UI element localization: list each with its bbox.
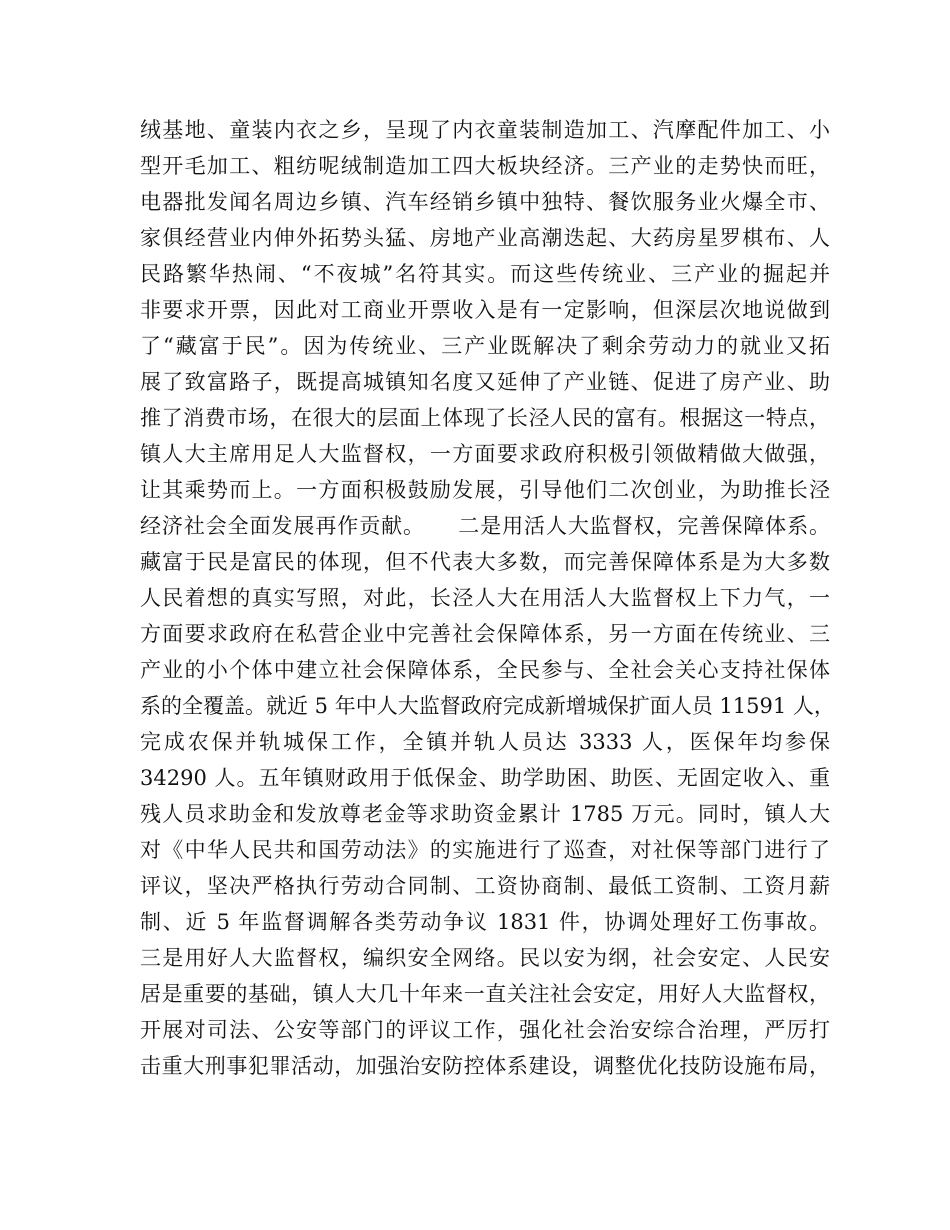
text-line: 让其乘势而上。一方面积极鼓励发展，引导他们二次创业，为助推长泾	[140, 478, 830, 502]
text-line: 推了消费市场，在很大的层面上体现了长泾人民的富有。根据这一特点，	[140, 406, 830, 430]
body-text	[140, 112, 835, 1084]
text-line: 人民着想的真实写照，对此，长泾人大在用活人大监督权上下力气，一	[140, 586, 830, 610]
text-line: 绒基地、童装内衣之乡，呈现了内衣童装制造加工、汽摩配件加工、小	[140, 118, 830, 142]
text-line: 民路繁华热闹、“不夜城”名符其实。而这些传统业、三产业的掘起并	[140, 262, 830, 286]
text-line: 产业的小个体中建立社会保障体系，全民参与、全社会关心支持社保体	[140, 658, 830, 682]
text-line: 系的全覆盖。就近 5 年中人大监督政府完成新增城保扩面人员 11591 人，	[140, 694, 835, 718]
text-line: 经济社会全面发展再作贡献。 二是用活人大监督权，完善保障体系。	[140, 514, 830, 538]
text-line: 镇人大主席用足人大监督权，一方面要求政府积极引领做精做大做强，	[140, 442, 830, 466]
text-line: 家俱经营业内伸外拓势头猛、房地产业高潮迭起、大药房星罗棋布、人	[140, 226, 830, 250]
text-line: 对《中华人民共和国劳动法》的实施进行了巡查，对社保等部门进行了	[140, 838, 830, 862]
text-line: 藏富于民是富民的体现，但不代表大多数，而完善保障体系是为大多数	[140, 550, 830, 574]
text-line: 型开毛加工、粗纺呢绒制造加工四大板块经济。三产业的走势快而旺，	[140, 154, 830, 178]
text-line: 三是用好人大监督权，编织安全网络。民以安为纲，社会安定、人民安	[140, 946, 830, 970]
text-line: 方面要求政府在私营企业中完善社会保障体系，另一方面在传统业、三	[140, 622, 830, 646]
text-line: 34290 人。五年镇财政用于低保金、助学助困、助医、无固定收入、重	[140, 766, 830, 790]
text-line: 评议，坚决严格执行劳动合同制、工资协商制、最低工资制、工资月薪	[140, 874, 830, 898]
text-line: 完成农保并轨城保工作，全镇并轨人员达 3333 人，医保年均参保	[140, 730, 830, 754]
text-line: 居是重要的基础，镇人大几十年来一直关注社会安定，用好人大监督权，	[140, 982, 830, 1006]
text-line: 电器批发闻名周边乡镇、汽车经销乡镇中独特、餐饮服务业火爆全市、	[140, 190, 830, 214]
text-line: 开展对司法、公安等部门的评议工作，强化社会治安综合治理，严厉打	[140, 1018, 830, 1042]
text-line: 击重大刑事犯罪活动，加强治安防控体系建设，调整优化技防设施布局，	[140, 1054, 830, 1078]
text-line: 了“藏富于民”。因为传统业、三产业既解决了剩余劳动力的就业又拓	[140, 334, 830, 358]
text-line: 展了致富路子，既提高城镇知名度又延伸了产业链、促进了房产业、助	[140, 370, 830, 394]
text-line: 制、近 5 年监督调解各类劳动争议 1831 件，协调处理好工伤事故。	[140, 910, 830, 934]
text-line: 非要求开票，因此对工商业开票收入是有一定影响，但深层次地说做到	[140, 298, 830, 322]
text-line: 残人员求助金和发放尊老金等求助资金累计 1785 万元。同时，镇人大	[140, 802, 830, 826]
